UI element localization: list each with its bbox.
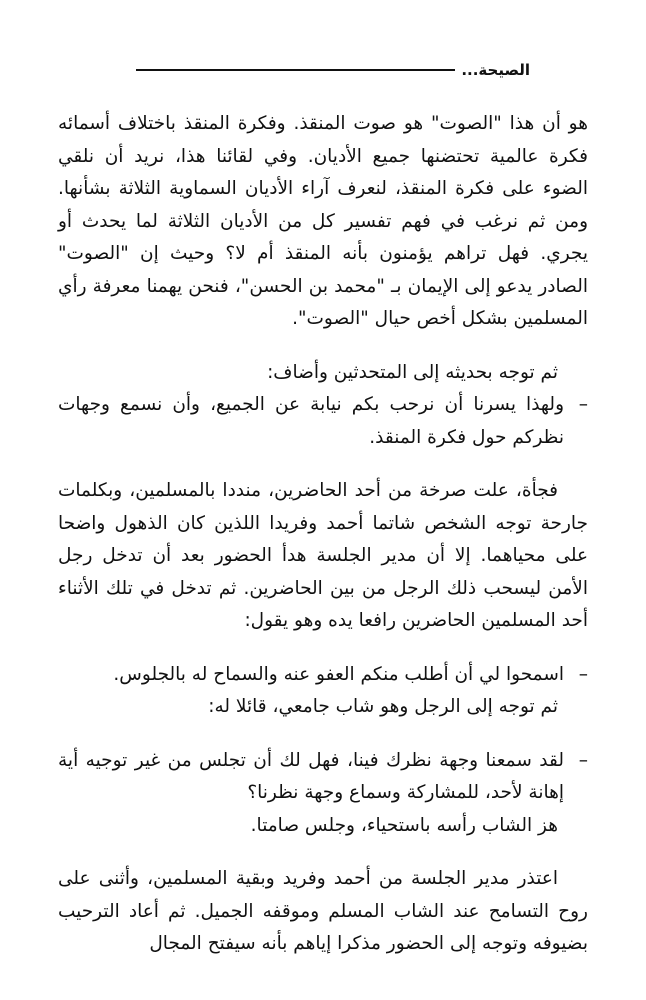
paragraph-intro: هو أن هذا "الصوت" هو صوت المنقذ. وفكرة المنقذ باختلاف أسمائه فكرة عالمية تحتضنها جميع الأديان. وفي لقائنا هذا، نريد أن نلقي الضوء على فكرة المنقذ، لنعرف آراء الأديان السماوية الثلاثة بشأنها. ومن ثم نرغب في فهم تفسير كل من الأديان الثلاثة لما يحدث أو يجري. فهل تراهم يؤمنون بأنه المنقذ أم لا؟ وحيث إن "الصوت" الصادر يدعو إلى الإيمان بـ "محمد بن الحسن"، فنحن يهمنا معرفة رأي المسلمين بشكل أخص حيال "الصوت".: [58, 113, 588, 329]
paragraph-narration: اعتذر مدير الجلسة من أحمد وفريد وبقية المسلمين، وأثنى على روح التسامح عند الشاب المسلم وموقفه الجميل. ثم أعاد الترحيب بضيوفه وتوجه إلى الحضور مذكرا إياهم بأنه سيفتح المجال: [58, 868, 588, 954]
paragraph-dialogue: [58, 389, 588, 454]
dialogue-text: ولهذا يسرنا أن نرحب بكم نيابة عن الجميع، وأن نسمع وجهات نظركم حول فكرة المنقذ.: [58, 394, 564, 448]
paragraph-narration: ثم توجه بحديثه إلى المتحدثين وأضاف:: [267, 361, 558, 383]
dialogue-dash: –: [578, 663, 588, 685]
page-body: [58, 108, 588, 961]
running-header: [136, 58, 530, 82]
dialogue-text: لقد سمعنا وجهة نظرك فينا، فهل لك أن تجلس من غير توجيه أية إهانة لأحد، للمشاركة وسماع وجهة نظرنا؟: [58, 749, 564, 803]
dialogue-dash: –: [578, 749, 588, 771]
paragraph-narration: فجأة، علت صرخة من أحد الحاضرين، منددا بالمسلمين، وبكلمات جارحة توجه الشخص شاتما أحمد وفريدا اللذين كان الذهول واضحا على محياهما. إلا أن مدير الجلسة هدأ الحضور بعد أن تدخل رجل الأمن ليسحب ذلك الرجل من بين الحاضرين. ثم تدخل في تلك الأثناء أحد المسلمين الحاضرين رافعا يده وهو يقول:: [58, 480, 588, 631]
dialogue-dash: –: [578, 394, 588, 415]
paragraph-narration: ثم توجه إلى الرجل وهو شاب جامعي، قائلا له:: [208, 696, 558, 717]
header-rule: [136, 69, 455, 71]
paragraph-dialogue: [58, 745, 588, 810]
dialogue-text: اسمحوا لي أن أطلب منكم العفو عنه والسماح له بالجلوس.: [113, 663, 564, 685]
paragraph-narration: هز الشاب رأسه باستحياء، وجلس صامتا.: [250, 814, 558, 836]
paragraph-dialogue: [58, 659, 588, 692]
running-header-title: الصيحة...: [461, 61, 530, 79]
